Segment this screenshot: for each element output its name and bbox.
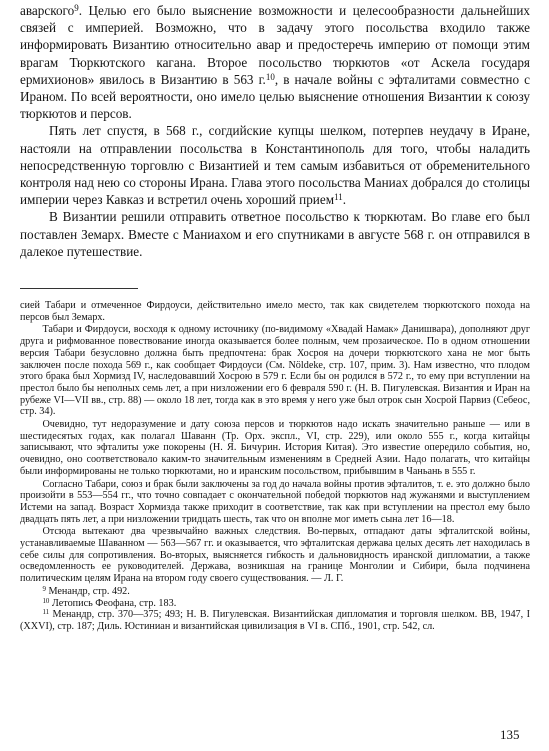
footnote-number: 10 [42, 597, 50, 605]
main-paragraph-3 [20, 208, 530, 260]
footnote-ref-11[interactable]: 11 [334, 192, 343, 203]
footnote-number: 11 [42, 609, 50, 617]
footnote-10 [20, 598, 530, 610]
footnote-ref-9[interactable]: 9 [74, 2, 79, 13]
note-paragraph: Очевидно, тут недоразумение и дату союза персов и тюркютов надо искать значительно раньше — или в шестидесятых годах, как полагал Шаванн (Тр. Орх. экспл., VI, стр. 229), или около 555 г., когда китайцы записывают, что эфталиты уже покорены (Н. Я. Бичурин. История Китая). Это известие опередило события, но, очевидно, оно соответствовало каким-то значительным изменениям в Средней Азии. Надо полагать, что китайцы были информированы не только тюркютами, но и иранским посольством, прибывшим в Чаньань в 555 г. [20, 419, 530, 477]
footnote-text: Менандр, стр. 370—375; 493; Н. В. Пигулевская. Византийская дипломатия и торговля шелком. ВВ, 1947, I (XXVI), стр. 187; Диль. Юстиниан и византийская цивилизация в VI в. СПб., 1901, стр. 542, сл. [20, 609, 530, 632]
footnote-9 [20, 586, 530, 598]
note-paragraph: Отсюда вытекают два чрезвычайно важных следствия. Во-первых, отпадают даты эфталитской войны, устанавливаемые Шаванном — 563—567 гг. и оказывается, что эфталитская держава целых десять лет находилась в себе силы для сопротивления. Во-вторых, выясняется гибкость и дальновидность иранской дипломатии, а также осведомленность ее руководителей. Держава, возникшая на границе Монголии и Сибири, была подчинена политическим целям Ирана на втором году своего существования. — Л. Г. [20, 526, 530, 585]
paragraph-text: Пять лет спустя, в 568 г., согдийские купцы шелком, потерпев неудачу в Иране, настояли на отправлении посольства в Константинополь для того, чтобы наладить непосредственную торговлю с Византией и тем самым избавиться от обременительного контроля над нею со стороны Ирана. Глава этого посольства Маниах добрался до столицы империи через Кавказ и встретил очень хороший прием [20, 123, 530, 208]
paragraph-text: , в начале войны с эфталитами совместно с Ираном. По всей вероятности, оно имело целью выяснение отношения Византии к союзу тюркютов и персов. [20, 71, 531, 122]
paragraph-text: . [342, 192, 347, 208]
footnote-11 [20, 609, 530, 632]
page-number: 135 [500, 727, 520, 742]
notes-section [20, 300, 530, 633]
paragraph-text: . Целью его было выяснение возможности и целесообразности дальнейших связей с империей. Возможно, что в задачу этого посольства входило также информировать Византию относительно авар и предостеречь империю от помощи этим врагам Тюркютского кагана. Второе посольство тюркютов «от Аскела государя ермихионов» явилось в Византию в 563 г. [20, 3, 530, 87]
footnote-number: 9 [42, 585, 46, 593]
note-paragraph: сией Табари и отмеченное Фирдоуси, действительно имело место, так как свидетелем тюркютского похода на персов был Земарх. [20, 300, 530, 323]
footnote-text: Менандр, стр. 492. [45, 585, 130, 597]
main-paragraph-2 [20, 122, 530, 208]
footnote-separator [20, 288, 138, 289]
main-paragraph-1 [20, 2, 530, 122]
paragraph-text: В Византии решили отправить ответное посольство к тюркютам. Во главе его был поставлен Земарх. Вместе с Маниахом и его спутниками в августе 568 г. он отправился в далекое путешествие. [20, 209, 530, 259]
footnote-text: Летопись Феофана, стр. 183. [49, 597, 177, 609]
note-paragraph: Табари и Фирдоуси, восходя к одному источнику (по-видимому «Хвадай Намак» Данишвара), дополняют друг друга и рифмованное повествование иногда оказывается более полным, чем прозаическое. По в одном отношении версия Табари безусловно должна быть предпочтена: брак Хосроя на дочери тюркютского хана не мог быть заключен после похода 569 г., как сообщает Фирдоуси (См. Nöldeke, стр. 107, прим. 3). Нам известно, что плодом этого брака был Хормизд IV, наследовавший Хосрою в 579 г. Если бы он родился в 572 г., то ему при вступлении на престол было бы неполных семь лет, а при низложении его 6 февраля 590 г. (Н. В. Пигулевская. Византия и Иран на рубеже VI—VII вв., стр. 88) — около 18 лет, тогда как в это время у него уже был отрок сын Хосрой Парвиз (Себеос, стр. 34). [20, 324, 530, 418]
note-paragraph: Согласно Табари, союз и брак были заключены за год до начала войны против эфталитов, т. е. это должно было произойти в 553—554 гг., что точно совпадает с окончательной победой тюркютов над жужанями и выступлением Истеми на запад. Возраст Хормизда также приходит в соответствие, так как при вступлении на престол ему было двадцать пять лет, а при низложении тридцать шесть, так что он вполне мог иметь сына лет 16—18. [20, 478, 530, 525]
main-text [20, 2, 530, 260]
paragraph-text: аварского [20, 3, 75, 18]
footnote-ref-10[interactable]: 10 [265, 71, 275, 82]
